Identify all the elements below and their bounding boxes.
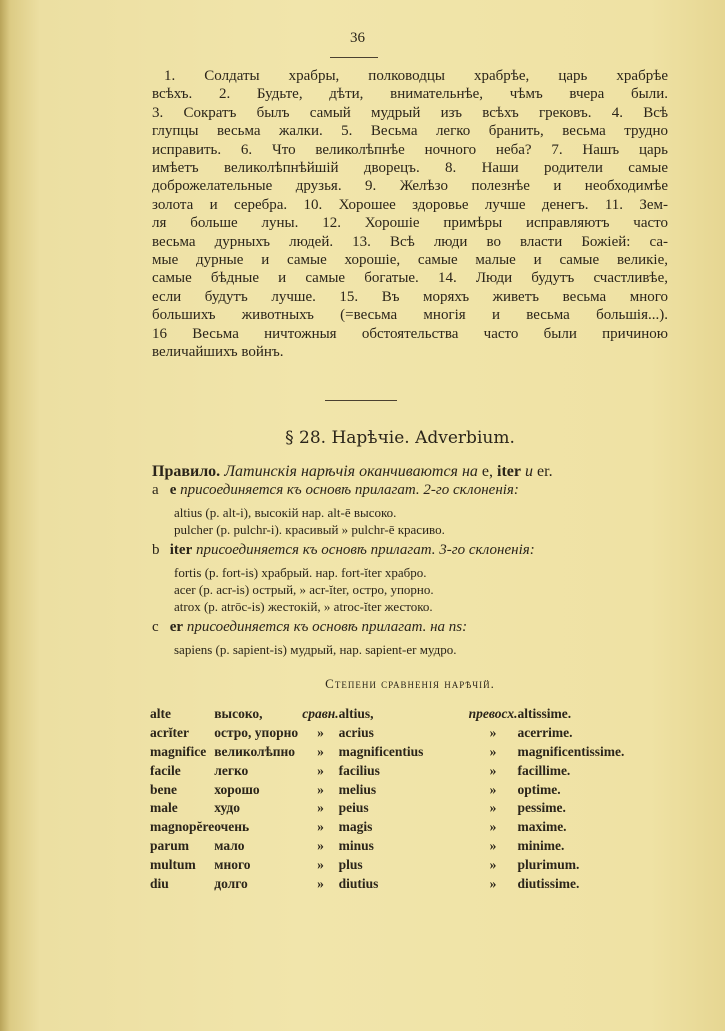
- example-line: pulcher (p. pulchr-i). красивый » pulchr-ē красиво.: [174, 522, 445, 537]
- table-row: [150, 799, 624, 818]
- group-header: [152, 541, 672, 560]
- cell-sup-label: »: [489, 781, 497, 797]
- cell-comparative: diutius: [338, 875, 379, 891]
- cell-comparative: facilius: [338, 762, 380, 778]
- cell-comparative: altius,: [338, 706, 374, 722]
- text-line: имѣетъ великолѣпнѣйшій дворецъ. 8. Наши родители самые: [152, 160, 668, 177]
- table-row: [150, 818, 624, 837]
- group-letter: c: [152, 619, 159, 635]
- text-line: большихъ животныхъ (=весьма многія и весьма большія...).: [152, 307, 668, 324]
- cell-meaning: очень: [214, 819, 250, 835]
- cell-positive: magnifice: [150, 743, 207, 759]
- rule-and: и: [525, 463, 534, 480]
- cell-positive: facile: [150, 762, 181, 778]
- cell-superlative: diutissime.: [517, 875, 580, 891]
- cell-sup-label: »: [489, 819, 497, 835]
- cell-positive: diu: [150, 875, 169, 891]
- cell-meaning: долго: [214, 875, 248, 891]
- cell-comparative: peius: [338, 800, 369, 816]
- example-line: altius (p. alt-i), высокій нар. alt-ē высоко.: [174, 505, 397, 520]
- cell-comp-label: »: [317, 837, 324, 853]
- text-line: мые дурные и самые хорошіе, самые малые и самые великіе,: [152, 252, 668, 269]
- rule-text: Латинскія нарѣчія оканчиваются на: [224, 463, 478, 480]
- cell-superlative: maxime.: [517, 819, 567, 835]
- table-row: [150, 724, 624, 743]
- cell-superlative: plurimum.: [517, 856, 580, 872]
- cell-superlative: facillime.: [517, 762, 571, 778]
- cell-sup-label: превосх.: [468, 706, 518, 722]
- cell-meaning: хорошо: [214, 781, 260, 797]
- table-row: [150, 780, 624, 799]
- cell-sup-label: »: [489, 837, 497, 853]
- text-line: 16 Весьма ничтожныя обстоятельства часто были причиною: [152, 325, 668, 342]
- cell-comp-label: »: [317, 743, 324, 759]
- cell-positive: magnopĕre: [150, 819, 215, 835]
- cell-positive: acrĭter: [150, 725, 189, 741]
- text-line: доброжелательные друзья. 9. Желѣзо полезнѣе и необходимѣе: [152, 178, 668, 195]
- cell-comparative: magis: [338, 819, 373, 835]
- comparison-table: [150, 705, 624, 893]
- cell-sup-label: »: [489, 725, 497, 741]
- text-line: 1. Солдаты храбры, полководцы храбрѣе, царь храбрѣе: [164, 68, 668, 84]
- text-line: величайшихъ войнъ.: [152, 344, 284, 361]
- text-line: золота и серебра. 10. Хорошее здоровье лучше денегъ. 11. Зем-: [152, 196, 668, 213]
- cell-meaning: высоко,: [214, 706, 263, 722]
- table-row: [150, 743, 624, 762]
- cell-sup-label: »: [489, 875, 497, 891]
- cell-superlative: optime.: [517, 781, 561, 797]
- group-ending: iter: [169, 542, 193, 558]
- group-letter: a: [152, 482, 159, 498]
- cell-comp-label: »: [317, 781, 324, 797]
- cell-comp-label: »: [317, 800, 324, 816]
- section-divider: [325, 400, 397, 401]
- table-row: [150, 705, 624, 724]
- comparison-title: Степени сравненія нарѣчій.: [325, 676, 495, 691]
- group-header: [152, 618, 672, 637]
- rule-line: [152, 462, 672, 481]
- text-line: всѣхъ. 2. Будьте, дѣти, внимательнѣе, чѣмъ вчера были.: [152, 86, 668, 103]
- cell-positive: multum: [150, 856, 196, 872]
- table-row: [150, 874, 624, 893]
- text-line: исправить. 6. Что великолѣпнѣе ночного неба? 7. Нашъ царь: [152, 141, 668, 158]
- cell-comparative: plus: [338, 856, 363, 872]
- cell-sup-label: »: [489, 743, 497, 759]
- page-number: 36: [350, 30, 365, 46]
- cell-sup-label: »: [489, 800, 497, 816]
- group-ending: e: [169, 482, 177, 498]
- group-text: присоединяется къ основѣ прилагат. на ns:: [186, 619, 468, 635]
- cell-positive: parum: [150, 837, 190, 853]
- ending-er: er.: [537, 463, 553, 480]
- group-ending: er: [169, 619, 184, 635]
- text-line: самые бѣдные и самые богатые. 14. Люди будутъ счастливѣе,: [152, 270, 668, 287]
- example-line: fortis (p. fort-is) храбрый. нар. fort-ĭter храбро.: [174, 565, 427, 580]
- table-row: [150, 761, 624, 780]
- cell-positive: bene: [150, 781, 177, 797]
- cell-meaning: легко: [214, 762, 249, 778]
- text-line: 3. Сократъ былъ самый мудрый изъ всѣхъ грековъ. 4. Всѣ: [152, 104, 668, 121]
- cell-comparative: acrius: [338, 725, 374, 741]
- cell-meaning: остро, упорно: [214, 725, 299, 741]
- table-row: [150, 837, 624, 856]
- ending-e: e,: [481, 463, 494, 480]
- cell-comp-label: сравн.: [302, 706, 339, 722]
- text-line: глупцы весьма жалки. 5. Весьма легко бранить, весьма трудно: [152, 123, 668, 140]
- cell-positive: alte: [150, 706, 171, 722]
- exercise-paragraph: [152, 67, 668, 362]
- group-letter: b: [152, 542, 160, 558]
- cell-meaning: мало: [214, 837, 245, 853]
- rule-block: [152, 462, 672, 658]
- cell-superlative: acerrime.: [517, 725, 573, 741]
- cell-superlative: minime.: [517, 837, 565, 853]
- cell-comp-label: »: [317, 856, 324, 872]
- text-line: если будутъ лучше. 15. Въ моряхъ живетъ весьма много: [152, 288, 668, 305]
- cell-comparative: melius: [338, 781, 377, 797]
- cell-positive: male: [150, 800, 178, 816]
- text-line: ля больше луны. 12. Хорошіе примѣры исправляютъ часто: [152, 215, 668, 232]
- group-header: [152, 481, 672, 500]
- cell-comp-label: »: [317, 725, 324, 741]
- cell-comp-label: »: [317, 762, 324, 778]
- cell-superlative: pessime.: [517, 800, 566, 816]
- section-heading: § 28. Нарѣчіе. Adverbium.: [285, 428, 515, 448]
- example-line: sapiens (p. sapient-is) мудрый, нар. sapient-er мудро.: [174, 642, 457, 657]
- example-line: atrox (p. atrōc-is) жестокій, » atroc-ĭter жестоко.: [174, 599, 433, 614]
- cell-meaning: много: [214, 856, 251, 872]
- top-rule: [330, 57, 378, 58]
- cell-comp-label: »: [317, 819, 324, 835]
- cell-comparative: magnificentius: [338, 743, 424, 759]
- cell-meaning: великолѣпно: [214, 743, 296, 759]
- cell-superlative: altissime.: [517, 706, 572, 722]
- cell-sup-label: »: [489, 762, 497, 778]
- rule-label: Правило.: [152, 463, 221, 480]
- ending-iter: iter: [497, 463, 522, 480]
- cell-superlative: magnificentissime.: [517, 743, 625, 759]
- example-line: acer (p. acr-is) острый, » acr-ĭter, остро, упорно.: [174, 582, 434, 597]
- cell-sup-label: »: [489, 856, 497, 872]
- table-row: [150, 855, 624, 874]
- cell-comp-label: »: [317, 875, 324, 891]
- ending-groups: [152, 481, 672, 658]
- group-text: присоединяется къ основѣ прилагат. 3-го склоненія:: [195, 542, 535, 558]
- cell-comparative: minus: [338, 837, 374, 853]
- cell-meaning: худо: [214, 800, 240, 816]
- group-text: присоединяется къ основѣ прилагат. 2-го склоненія:: [180, 482, 519, 498]
- text-line: весьма дурныхъ людей. 13. Всѣ люди во власти Божіей: са-: [152, 233, 668, 250]
